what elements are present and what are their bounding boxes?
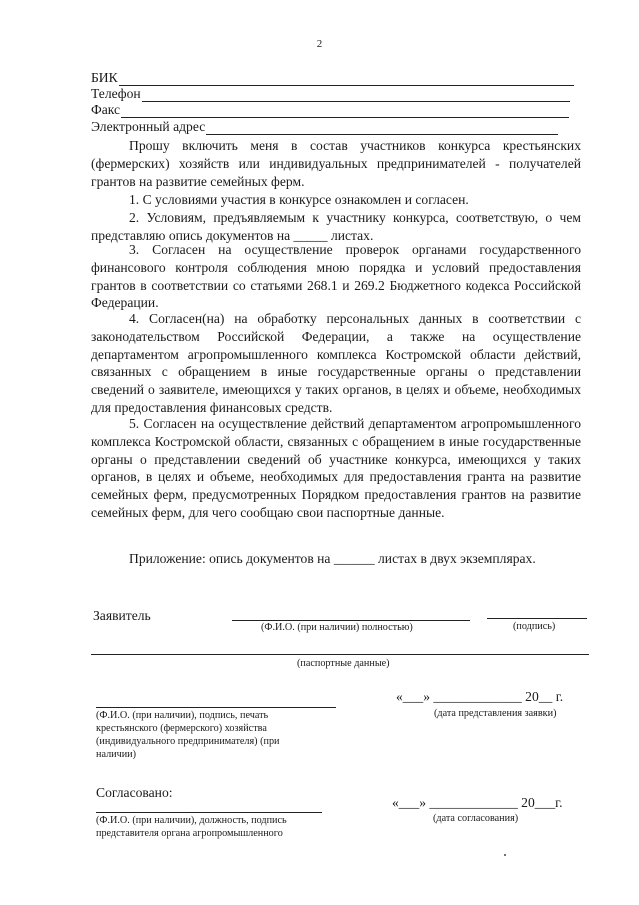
field-email <box>91 119 558 135</box>
field-fax <box>91 102 569 118</box>
fio-caption: (Ф.И.О. (при наличии) полностью) <box>261 622 413 633</box>
field-line[interactable] <box>142 89 570 102</box>
field-line[interactable] <box>121 105 569 118</box>
paragraph-5: 5. Согласен на осуществление действий департаментом агропромышленного комплекса Костромской области, связанных с обращением в иные государственные органы о представлении сведений об участнике конкурса, имеющихся у таких органов, в целях и объеме, необходимых для предоставления гранта на развитие семейных ферм, предусмотренных Порядком предоставления грантов на развитие семейных ферм, для чего сообщаю свои паспортные данные. <box>91 416 581 520</box>
field-label: Электронный адрес <box>91 119 206 134</box>
date-caption: (дата представления заявки) <box>434 708 557 719</box>
field-label: БИК <box>91 70 118 85</box>
scan-dot <box>504 854 506 856</box>
paragraph-1: 1. С условиями участия в конкурсе ознакомлен и согласен. <box>129 192 469 207</box>
passport-line[interactable] <box>91 654 589 655</box>
applicant-label: Заявитель <box>93 608 151 623</box>
field-phone <box>91 86 570 102</box>
paragraph-2: 2. Условиям, предъявляемым к участнику конкурса, соответствую, о чем представляю опись документов на _____ листах. <box>91 210 581 243</box>
page-number: 2 <box>316 38 323 50</box>
paragraph-attachment: Приложение: опись документов на ______ листах в двух экземплярах. <box>129 551 536 566</box>
field-line[interactable] <box>206 122 558 135</box>
field-label: Факс <box>91 102 121 117</box>
passport-caption: (паспортные данные) <box>297 658 390 669</box>
left-signature-line[interactable] <box>96 707 336 708</box>
approval-date[interactable]: «___» _____________ 20___г. <box>392 795 563 810</box>
left-caption: (Ф.И.О. (при наличии), подпись, печать крестьянского (фермерского) хозяйства (индивидуального предпринимателя) (при наличии) <box>96 710 280 760</box>
sign-caption: (подпись) <box>513 621 556 632</box>
approval-date-caption: (дата согласования) <box>433 813 519 824</box>
paragraph-3: 3. Согласен на осуществление проверок органами государственного финансового контроля соблюдения мною порядка и условий предоставления грантов в соответствии со статьями 268.1 и 269.2 Бюджетного кодекса Российской Федерации. <box>91 242 581 311</box>
application-date[interactable]: «___» _____________ 20__ г. <box>396 689 564 704</box>
field-bik <box>91 70 574 86</box>
paragraph-4: 4. Согласен(на) на обработку персональных данных в соответствии с законодательством Российской Федерации, а также на осуществление департаментом агропромышленного комплекса Костромской области действий, связанных с обращением в иные государственные органы о представлении сведений о заявителе, имеющихся у таких органов, в целях и объеме, необходимых для предоставления финансовых средств. <box>91 311 581 415</box>
approval-label: Согласовано: <box>96 785 173 800</box>
paragraph-intro: Прошу включить меня в состав участников конкурса крестьянских (фермерских) хозяйств или индивидуальных предпринимателей - получателей грантов на развитие семейных ферм. <box>91 138 581 189</box>
field-line[interactable] <box>119 73 574 86</box>
approval-signature-line[interactable] <box>96 812 322 813</box>
signature-line[interactable] <box>487 618 587 619</box>
field-label: Телефон <box>91 86 141 101</box>
approval-left-caption: (Ф.И.О. (при наличии), должность, подпись представителя органа агропромышленного <box>96 815 287 839</box>
